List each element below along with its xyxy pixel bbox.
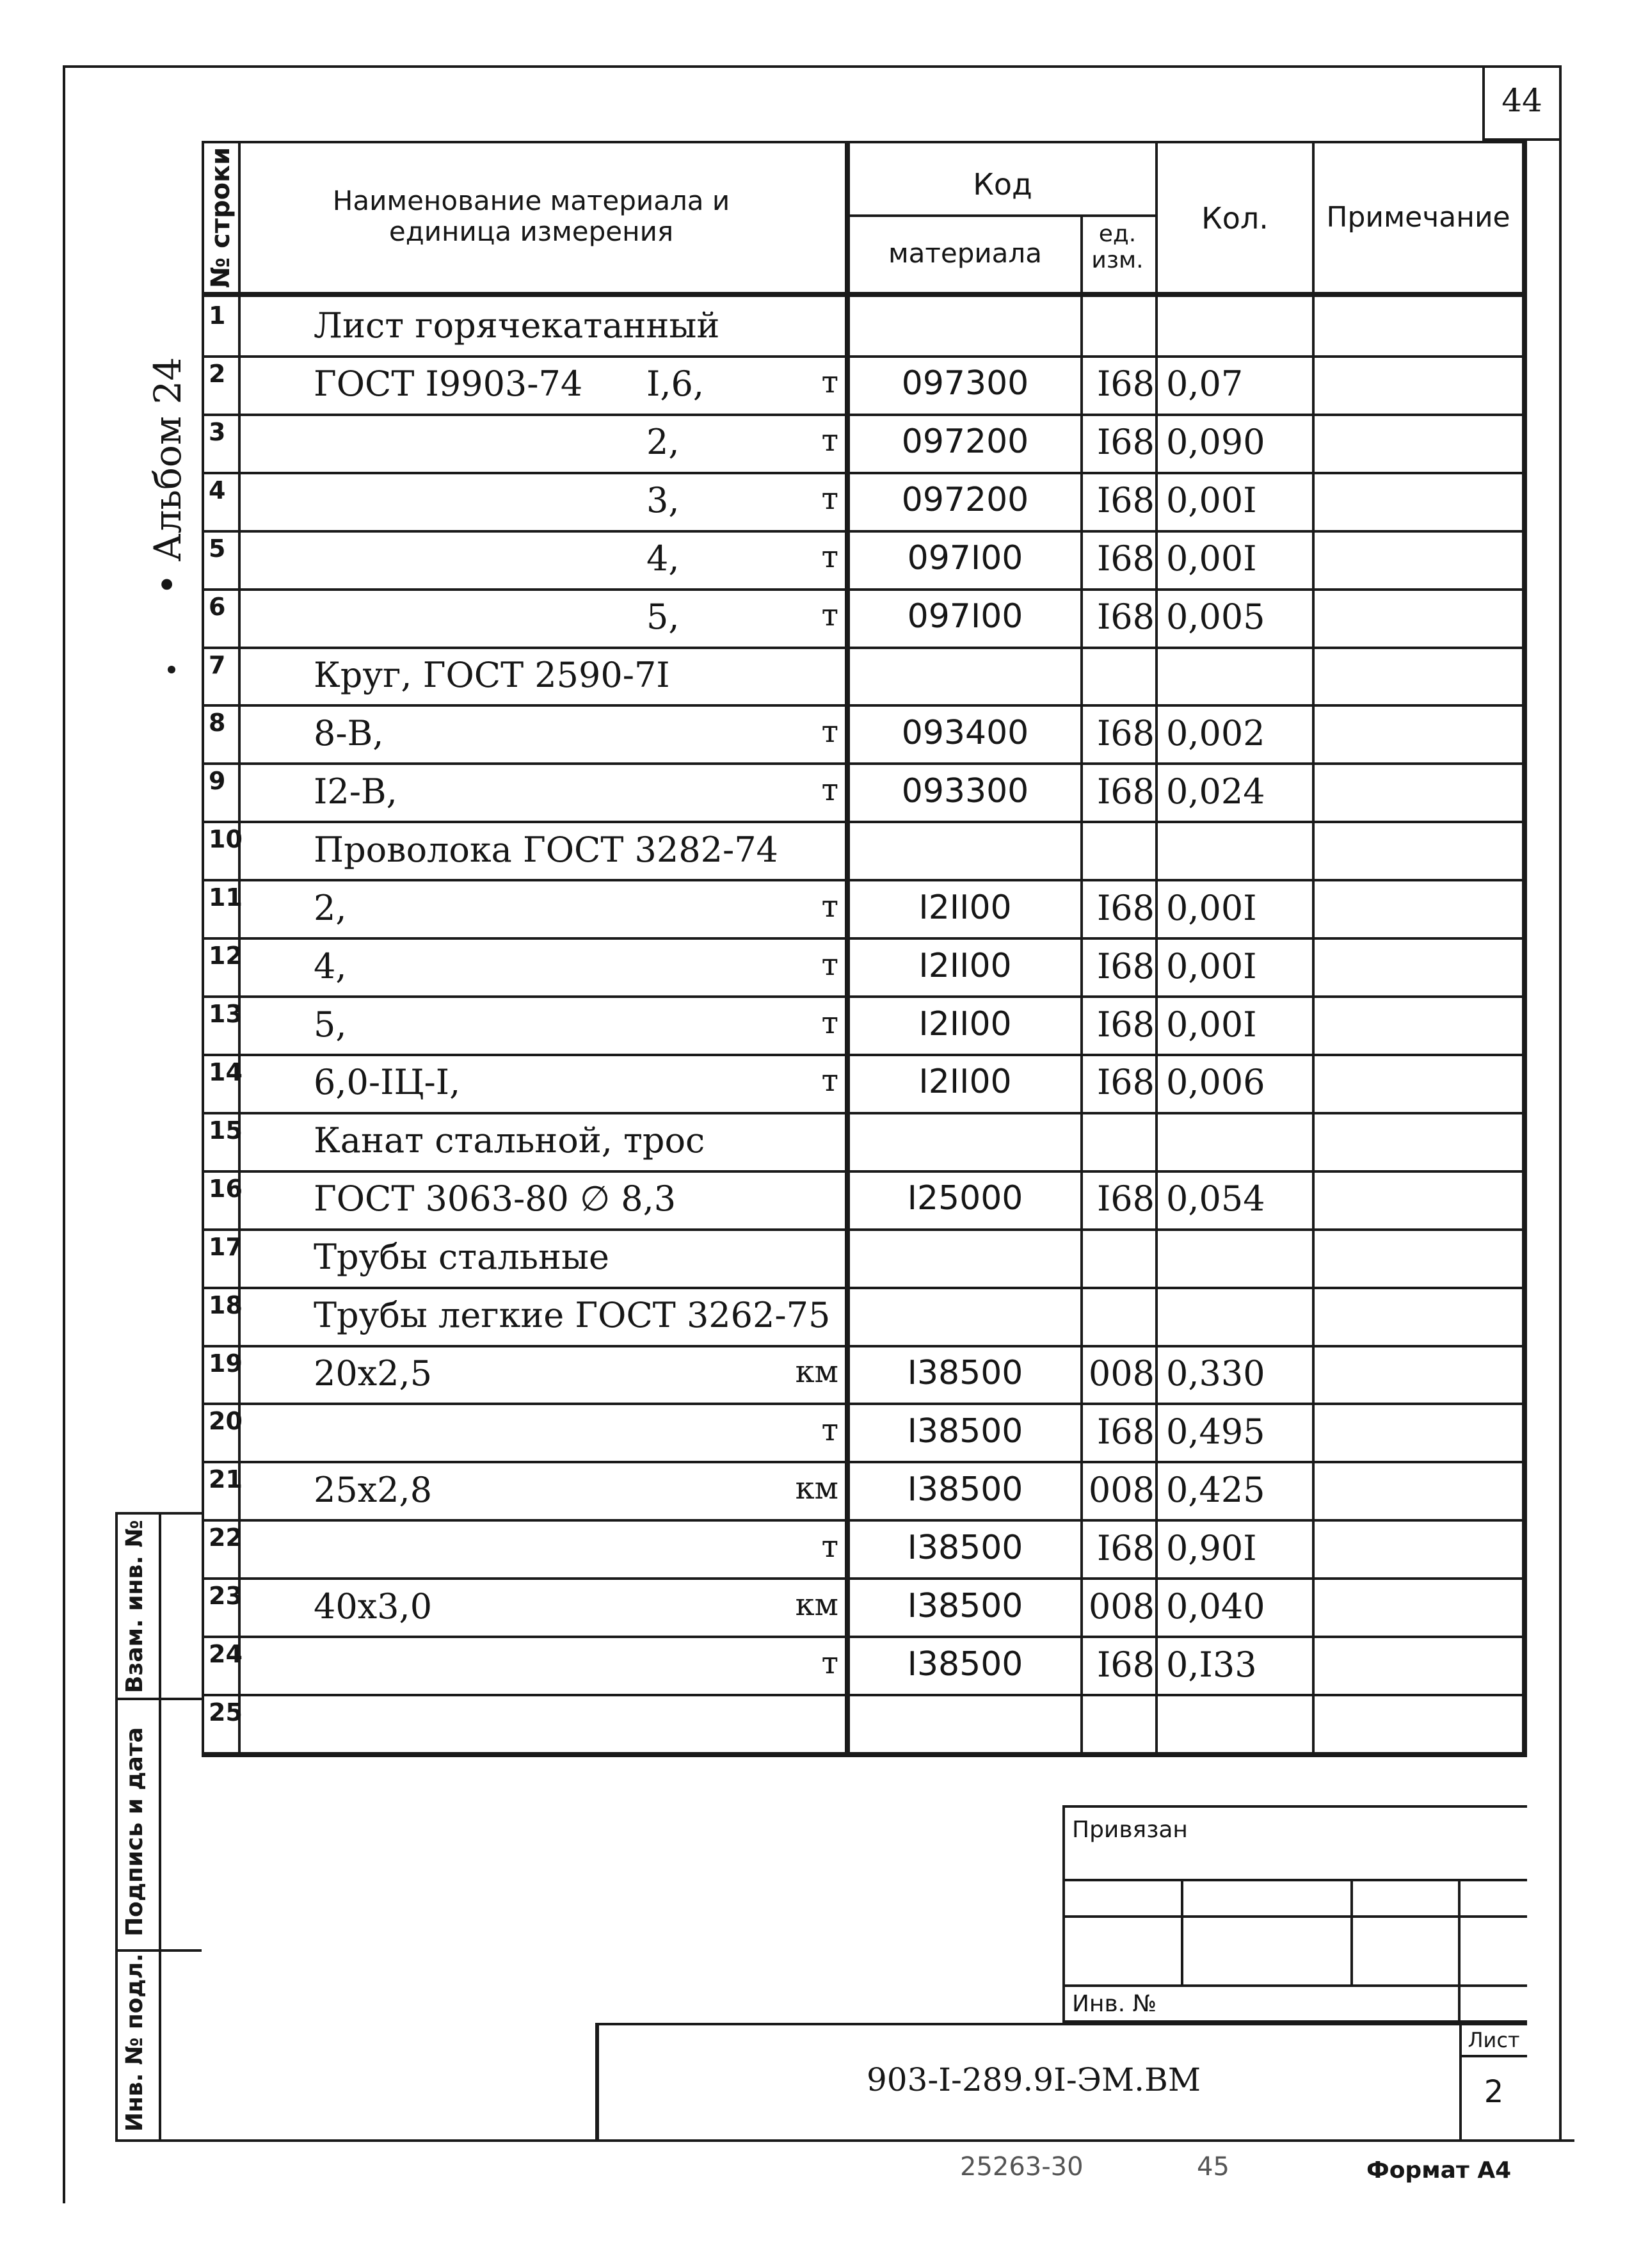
row-name: 25x2,8 [314,1470,433,1510]
row-quantity: 0,00I [1166,1004,1257,1045]
row-unit-code: I68 [1096,1528,1155,1568]
row-quantity: 0,005 [1166,597,1265,637]
row-material-code: 097200 [901,481,1029,519]
row-separator [202,1287,1527,1289]
row-separator [202,414,1527,416]
row-unit: т [821,422,838,458]
row-separator [202,1636,1527,1638]
row-unit: км [795,1587,838,1623]
row-name: 2, [314,888,347,928]
row-size: 5, [646,597,680,637]
row-number: 13 [209,1000,243,1028]
header-material: материала [888,237,1042,269]
row-quantity: 0,00I [1166,538,1257,579]
row-name: 20x2,5 [314,1353,433,1394]
row-number: 15 [209,1116,243,1145]
row-separator [202,821,1527,823]
scan-code: 25263-30 [960,2152,1084,2182]
row-separator [202,1170,1527,1173]
page-number: 44 [1501,82,1542,119]
row-name: ГОСТ 3063-80 ∅ 8,3 [314,1178,676,1219]
table-bottom [202,1752,1527,1757]
row-unit-code: 008 [1088,1470,1155,1510]
side-stamp-split-1 [115,1698,202,1700]
scan-page: 45 [1197,2152,1229,2182]
row-separator [202,1461,1527,1463]
row-unit: т [821,947,838,983]
row-material-code: I25000 [907,1179,1023,1218]
row-number: 9 [209,767,226,795]
row-separator [202,937,1527,940]
side-sign-date: Подпись и дата [122,1727,148,1936]
row-name: Трубы легкие ГОСТ 3262-75 [314,1295,831,1335]
row-number: 19 [209,1349,243,1378]
row-unit: т [821,481,838,517]
row-quantity: 0,I33 [1166,1645,1257,1685]
row-unit-code: 008 [1088,1353,1155,1394]
row-unit-code: I68 [1096,713,1155,753]
row-material-code: I38500 [907,1470,1023,1509]
row-separator [202,1112,1527,1114]
priv-v3 [1458,1879,1461,2023]
format-label: Формат А4 [1366,2157,1512,2184]
frame-right [1559,141,1562,2141]
row-unit: т [821,1529,838,1564]
row-quantity: 0,090 [1166,422,1265,462]
row-size: 4, [646,538,680,579]
row-separator [202,1694,1527,1696]
row-separator [202,704,1527,707]
col-line-name [845,141,850,1757]
row-material-code: I2II00 [918,889,1012,927]
row-separator [202,472,1527,474]
row-material-code: 097300 [901,364,1029,403]
row-unit-code: I68 [1096,1411,1155,1452]
row-number: 22 [209,1524,243,1552]
row-quantity: 0,00I [1166,888,1257,928]
row-separator [202,355,1527,358]
row-material-code: I38500 [907,1645,1023,1684]
row-number: 6 [209,593,226,621]
row-name: 6,0-IЦ-I, [314,1062,461,1102]
priv-v2 [1350,1879,1353,1984]
row-unit-code: I68 [1096,538,1155,579]
row-separator [202,879,1527,881]
row-number: 25 [209,1698,243,1726]
row-quantity: 0,024 [1166,771,1265,812]
frame-top [64,65,1560,68]
row-material-code: I2II00 [918,1005,1012,1043]
sheet-split [1459,2055,1527,2057]
row-unit: т [821,364,838,400]
row-unit-code: I68 [1096,888,1155,928]
row-unit-code: I68 [1096,364,1155,404]
row-unit: т [821,597,838,633]
col-line-unit [1155,141,1158,1757]
row-unit: т [821,772,838,808]
row-unit: т [821,1063,838,1098]
row-unit: т [821,539,838,575]
row-quantity: 0,040 [1166,1586,1265,1627]
row-material-code: 093400 [901,714,1029,752]
row-material-code: I38500 [907,1587,1023,1625]
row-unit: км [795,1354,838,1390]
row-unit-code: 008 [1088,1586,1155,1627]
priv-v1 [1181,1879,1183,1984]
row-name: I2-В, [314,771,397,812]
row-separator [202,762,1527,765]
row-material-code: 097200 [901,422,1029,461]
col-line-qty [1312,141,1315,1757]
row-name: Канат стальной, трос [314,1120,705,1161]
row-name: Лист горячекатанный [314,305,720,346]
header-qty: Кол. [1201,201,1269,236]
frame-bottom [115,2139,1574,2142]
header-unit: ед. изм. [1091,221,1144,274]
row-unit-code: I68 [1096,1004,1155,1045]
row-size: 2, [646,422,680,462]
row-quantity: 0,00I [1166,480,1257,520]
row-unit: т [821,1412,838,1448]
row-separator [202,588,1527,591]
row-separator [202,1403,1527,1405]
row-number: 8 [209,709,226,737]
header-row-no: № строки [206,147,236,288]
header-code: Код [973,167,1032,202]
row-unit: т [821,1645,838,1681]
row-separator [202,530,1527,533]
row-unit-code: I68 [1096,1178,1155,1219]
row-name: 40x3,0 [314,1586,433,1627]
row-separator [202,1054,1527,1056]
row-name: 4, [314,946,347,986]
row-number: 20 [209,1407,243,1435]
col-line-note [1522,141,1527,1757]
side-inv-podl: Инв. № подл. [122,1953,148,2132]
row-number: 1 [209,302,226,330]
row-unit-code: I68 [1096,1645,1155,1685]
row-separator [202,995,1527,998]
row-quantity: 0,07 [1166,364,1244,404]
row-material-code: I38500 [907,1529,1023,1567]
row-unit-code: I68 [1096,946,1155,986]
row-unit-code: I68 [1096,597,1155,637]
side-vzam-inv: Взам. инв. № [122,1520,148,1693]
row-quantity: 0,425 [1166,1470,1265,1510]
side-stamp-split-2 [115,1949,202,1952]
row-number: 18 [209,1291,243,1319]
row-quantity: 0,495 [1166,1411,1265,1452]
row-separator [202,1519,1527,1522]
row-number: 4 [209,476,226,504]
row-quantity: 0,002 [1166,713,1265,753]
row-separator [202,647,1527,649]
row-number: 14 [209,1058,243,1086]
sheet-label: Лист [1468,2028,1520,2052]
doc-code: 903-I-289.9I-ЭМ.ВМ [866,2061,1201,2098]
privyazan-label: Привязан [1072,1817,1188,1843]
row-number: 10 [209,825,243,853]
row-name: 5, [314,1004,347,1045]
header-note: Примечание [1326,201,1510,234]
row-material-code: 097I00 [907,539,1023,577]
row-material-code: 097I00 [907,597,1023,636]
row-number: 3 [209,418,226,446]
frame-left [63,65,65,2203]
row-quantity: 0,90I [1166,1528,1257,1568]
row-number: 12 [209,942,243,970]
row-unit: т [821,714,838,750]
row-quantity: 0,054 [1166,1178,1265,1219]
row-name: 8-В, [314,713,384,753]
sheet-number: 2 [1484,2074,1504,2110]
row-quantity: 0,00I [1166,946,1257,986]
row-number: 23 [209,1582,243,1610]
row-name: ГОСТ I9903-74 [314,364,583,404]
header-name: Наименование материала и единица измерения [332,185,730,248]
row-unit: т [821,889,838,924]
row-number: 24 [209,1640,243,1668]
row-number: 17 [209,1233,243,1261]
row-name: Круг, ГОСТ 2590-7I [314,655,670,695]
bullet-mark [168,666,175,673]
row-quantity: 0,330 [1166,1353,1265,1394]
inv-no-label: Инв. № [1072,1991,1157,2017]
row-separator [202,1577,1527,1580]
row-number: 5 [209,535,226,563]
row-unit-code: I68 [1096,771,1155,812]
header-code-split [845,214,1158,217]
row-number: 7 [209,651,226,679]
row-material-code: I38500 [907,1412,1023,1451]
row-number: 11 [209,883,243,912]
row-size: 3, [646,480,680,520]
row-number: 2 [209,360,226,388]
header-bottom [202,292,1527,297]
row-number: 16 [209,1175,243,1203]
row-material-code: 093300 [901,772,1029,810]
row-material-code: I38500 [907,1354,1023,1392]
side-stamp-col [159,1512,161,2139]
row-name: Проволока ГОСТ 3282-74 [314,830,778,870]
row-number: 21 [209,1465,243,1493]
album-label: • Альбом 24 [146,357,189,595]
row-unit: км [795,1470,838,1506]
row-unit-code: I68 [1096,1062,1155,1102]
row-unit: т [821,1005,838,1041]
row-size: I,6, [646,364,705,404]
row-separator [202,1345,1527,1347]
row-material-code: I2II00 [918,947,1012,985]
row-material-code: I2II00 [918,1063,1012,1101]
row-separator [202,1228,1527,1231]
row-unit-code: I68 [1096,480,1155,520]
row-unit-code: I68 [1096,422,1155,462]
row-name: Трубы стальные [314,1237,609,1277]
row-quantity: 0,006 [1166,1062,1265,1102]
